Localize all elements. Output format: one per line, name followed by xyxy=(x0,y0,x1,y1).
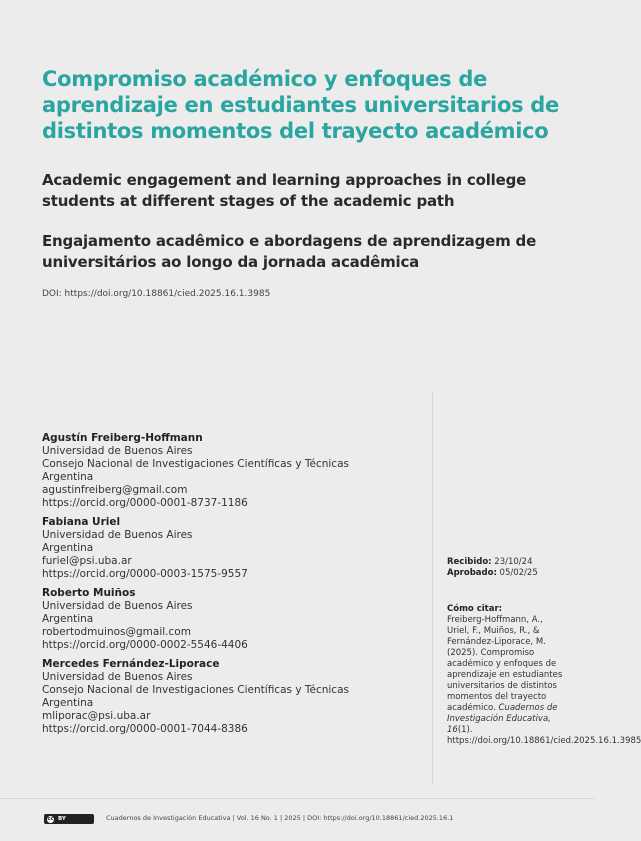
author-list xyxy=(42,432,422,742)
author-orcid[interactable]: https://orcid.org/0000-0002-5546-4406 xyxy=(42,639,248,651)
footer-journal-info: Cuadernos de Investigación Educativa | Vol. 16 No. 1 | 2025 | DOI: https://doi.org/10.18861/cied.2025.16.1 xyxy=(106,814,454,822)
author-affiliation: Consejo Nacional de Investigaciones Científicas y Técnicas xyxy=(42,458,349,470)
approved-label: Aprobado: xyxy=(447,568,497,578)
citation-journal: Cuadernos de Investigación Educativa, 16 xyxy=(447,703,558,735)
author-country: Argentina xyxy=(42,542,94,554)
author-orcid[interactable]: https://orcid.org/0000-0001-7044-8386 xyxy=(42,723,248,735)
author-email[interactable]: furiel@psi.uba.ar xyxy=(42,555,132,567)
author-entry xyxy=(42,658,422,736)
author-entry xyxy=(42,432,422,510)
author-affiliation: Universidad de Buenos Aires xyxy=(42,445,193,457)
footer-divider xyxy=(0,798,595,799)
title-english: Academic engagement and learning approaches in college students at different stages of the academic path xyxy=(42,171,527,210)
citation-doi[interactable]: (1). https://doi.org/10.18861/cied.2025.16.1.3985 xyxy=(447,725,641,746)
author-name: Agustín Freiberg-Hoffmann xyxy=(42,432,203,444)
author-country: Argentina xyxy=(42,697,94,709)
title-spanish: Compromiso académico y enfoques de aprendizaje en estudiantes universitarios de distintos momentos del trayecto académico xyxy=(42,67,559,143)
author-name: Mercedes Fernández-Liporace xyxy=(42,658,220,670)
author-name: Roberto Muiños xyxy=(42,587,136,599)
cc-license-badge[interactable] xyxy=(44,814,94,824)
received-value: 23/10/24 xyxy=(494,557,533,567)
article-sidebar xyxy=(447,557,641,747)
author-affiliation: Universidad de Buenos Aires xyxy=(42,600,193,612)
license-by-label: BY xyxy=(58,816,66,822)
citation-label: Cómo citar: xyxy=(447,604,503,614)
author-orcid[interactable]: https://orcid.org/0000-0001-8737-1186 xyxy=(42,497,248,509)
approved-value: 05/02/25 xyxy=(499,568,538,578)
author-email[interactable]: robertodmuinos@gmail.com xyxy=(42,626,191,638)
author-name: Fabiana Uriel xyxy=(42,516,121,528)
received-label: Recibido: xyxy=(447,557,492,567)
citation-text: Freiberg-Hoffmann, A., Uriel, F., Muiños, R., & Fernández-Liporace, M. (2025). Compromiso académico y enfoques de aprendizaje en estudiantes universitarios de distintos momentos del trayecto académico. xyxy=(447,615,563,713)
author-email[interactable]: mliporac@psi.uba.ar xyxy=(42,710,151,722)
approved-date xyxy=(447,568,567,579)
column-divider xyxy=(432,393,433,785)
cc-icon: cc xyxy=(47,815,54,822)
author-country: Argentina xyxy=(42,613,94,625)
author-entry xyxy=(42,516,422,581)
author-email[interactable]: agustinfreiberg@gmail.com xyxy=(42,484,188,496)
title-portuguese: Engajamento acadêmico e abordagens de aprendizagem de universitários ao longo da jornada acadêmica xyxy=(42,232,537,271)
author-affiliation: Consejo Nacional de Investigaciones Científicas y Técnicas xyxy=(42,684,349,696)
received-date xyxy=(447,557,567,568)
citation-block xyxy=(447,604,641,747)
author-affiliation: Universidad de Buenos Aires xyxy=(42,529,193,541)
author-entry xyxy=(42,587,422,652)
author-country: Argentina xyxy=(42,471,94,483)
author-affiliation: Universidad de Buenos Aires xyxy=(42,671,193,683)
author-orcid[interactable]: https://orcid.org/0000-0003-1575-9557 xyxy=(42,568,248,580)
article-doi[interactable]: DOI: https://doi.org/10.18861/cied.2025.16.1.3985 xyxy=(42,289,271,299)
